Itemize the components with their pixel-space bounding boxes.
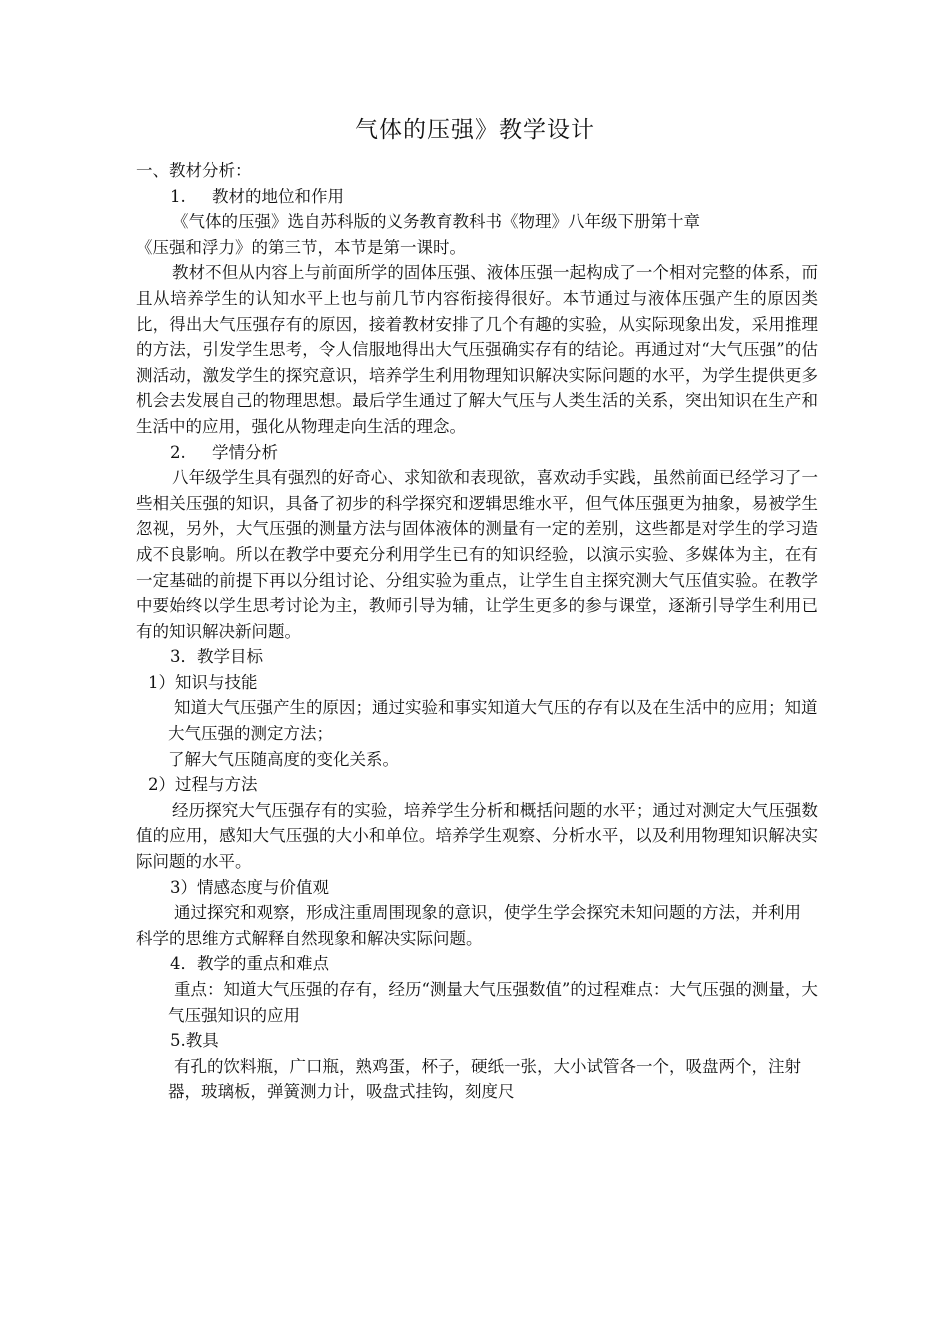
section-heading-goals: 3．教学目标 [170,647,263,667]
paragraph-students: 八年级学生具有强烈的好奇心、求知欲和表现欲，喜欢动手实践，虽然前面已经学习了一些相关压强的知识，具备了初步的科学探究和逻辑思维水平，但气体压强更为抽象，易被学生忽视，另外，大气压强的测量方法与固体液体的测量有一定的差别，这些都是对学生的学习造成不良影响。所以在教学中要充分利用学生已有的知识经验，以演示实验、多媒体为主，在有一定基础的前提下再以分组讨论、分组实验为重点，让学生自主探究测大气压值实验。在教学中要始终以学生思考讨论为主，教师引导为辅，让学生更多的参与课堂，逐渐引导学生利用已有的知识解决新问题。 [136,468,818,641]
paragraph-material: 教材不但从内容上与前面所学的固体压强、液体压强一起构成了一个相对完整的体系，而且从培养学生的认知水平上也与前几节内容衔接得很好。本节通过与液体压强产生的原因类比，得出大气压强存有的原因，接着教材安排了几个有趣的实验，从实际现象出发，采用推理的方法，引发学生思考，令人信服地得出大气压强确实存有的结论。再通过对“大气压强”的估测活动，激发学生的探究意识，培养学生利用物理知识解决实际问题的水平，为学生提供更多机会去发展自己的物理思想。最后学生通过了解大气压与人类生活的关系，突出知识在生产和生活中的应用，强化从物理走向生活的理念。 [136,263,818,436]
goal-text-attitude: 通过探究和观察，形成注重周围现象的意识，使学生学会探究未知问题的方法，并利用 [174,903,801,923]
goal-text-knowledge: 知道大气压强产生的原因；通过实验和事实知道大气压的存有以及在生活中的应用；知道大气压强的测定方法； [168,698,818,744]
goal-text-attitude-2: 科学的思维方式解释自然现象和解决实际问题。 [136,928,483,948]
paragraph-source-line2: 《压强和浮力》的第三节，本节是第一课时。 [136,237,466,257]
section-heading-equipment: 5.教具 [170,1031,219,1051]
goal-heading-attitude: 3）情感态度与价值观 [170,877,329,897]
paragraph-source-line1: 《气体的压强》选自苏科版的义务教育教科书《物理》八年级下册第十章 [172,212,700,232]
section-heading-keypoints: 4．教学的重点和难点 [170,954,329,974]
keypoints-text: 重点：知道大气压强的存有，经历“测量大气压强数值”的过程难点：大气压强的测量，大气压强知识的应用 [168,980,818,1025]
subsection-title: 学情分析 [212,442,278,462]
section-heading-analysis: 一、教材分析： [136,161,252,180]
equipment-text: 有孔的饮料瓶，广口瓶，熟鸡蛋，杯子，硬纸一张，大小试管各一个，吸盘两个，注射器，玻璃板，弹簧测力计，吸盘式挂钩，刻度尺 [168,1056,801,1102]
goal-text-process: 经历探究大气压强存有的实验，培养学生分析和概括问题的水平；通过对测定大气压强数值的应用，感知大气压强的大小和单位。培养学生观察、分析水平，以及利用物理知识解决实际问题的水平。 [136,800,818,872]
subsection-heading-students [136,440,818,466]
goal-heading-process: 2）过程与方法 [148,775,258,795]
subsection-number: 1. [170,186,186,206]
goal-heading-knowledge: 1）知识与技能 [148,672,258,692]
goal-text-knowledge-2: 了解大气压随高度的变化关系。 [168,749,399,769]
document-body [136,158,818,1105]
subsection-number: 2. [170,442,186,462]
subsection-heading-role [136,184,818,210]
document-title: 气体的压强》教学设计 [355,117,595,143]
subsection-title: 教材的地位和作用 [212,186,344,206]
